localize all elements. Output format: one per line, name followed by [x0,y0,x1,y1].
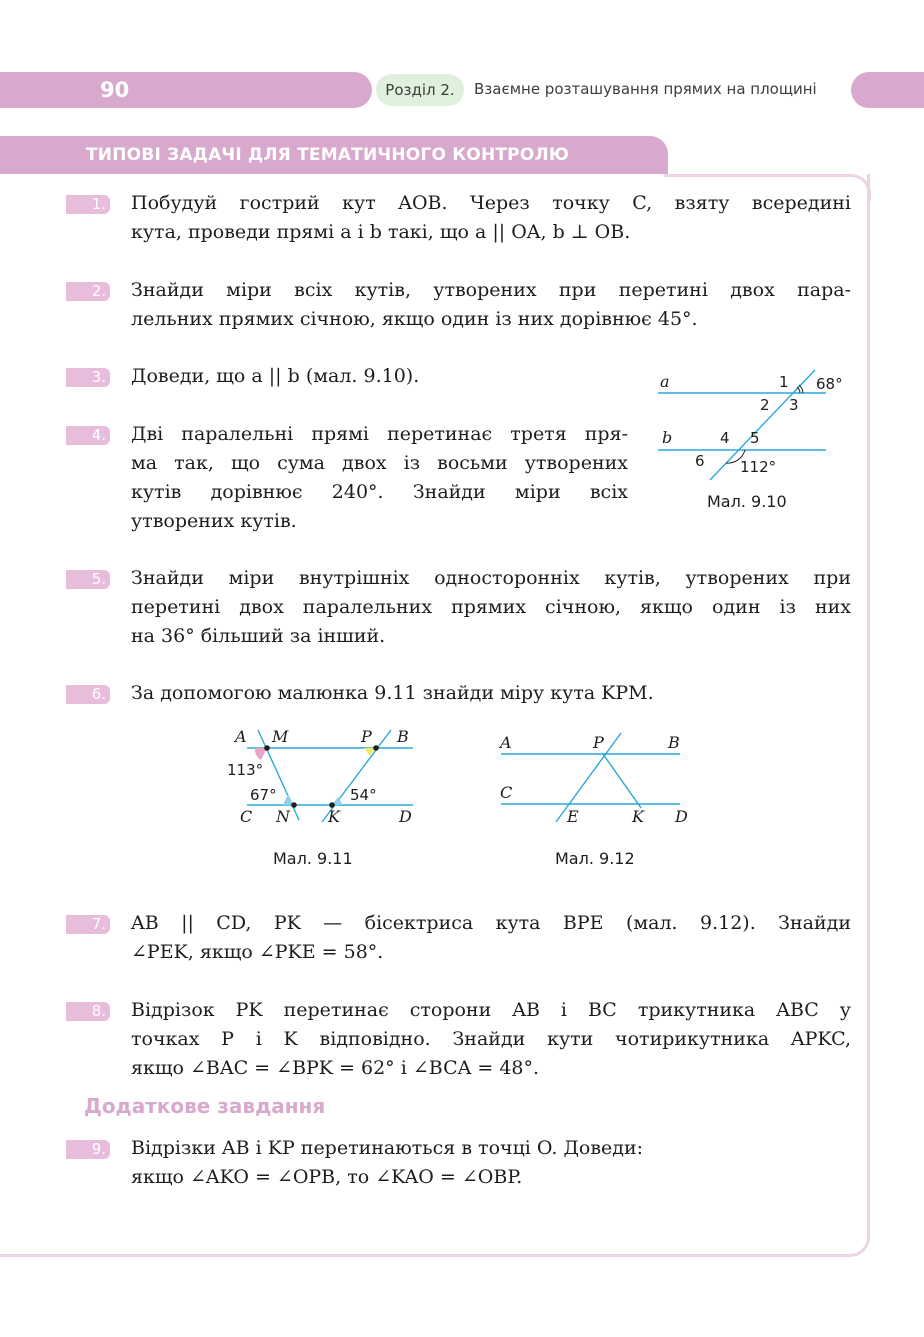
task-line: Побудуй гострий кут AOB. Через точку C, взяту всередині [131,192,851,214]
task-text [131,996,851,1083]
task-line: лельних прямих січною, якщо один із них дорівнює 45°. [131,308,698,330]
fig910-angle-3: 3 [789,396,799,414]
task-text [131,189,851,247]
section-title: ТИПОВІ ЗАДАЧІ ДЛЯ ТЕМАТИЧНОГО КОНТРОЛЮ [86,145,569,165]
task-text [131,420,628,536]
task-line: на 36° більший за інший. [131,625,386,647]
fig911-caption: Мал. 9.11 [273,849,353,868]
fig911-label-B: B [397,727,409,746]
task-number: 2. [66,282,110,301]
fig911-angle-113: 113° [227,761,264,779]
task-line: AB || CD, PK — бісектриса кута BPE (мал. 9.12). Знайди [131,912,851,934]
fig911-label-K: K [328,807,340,826]
task-text [131,679,851,708]
fig912-label-E: E [567,807,579,826]
task-text [131,1134,851,1192]
fig912-label-P: P [593,733,604,752]
fig910-angle-5: 5 [750,429,760,447]
fig910-angle-1: 1 [779,373,789,391]
header-left-band [0,72,372,108]
task-text [131,362,628,391]
figure-9-11 [225,722,425,872]
task-line: якщо ∠BAC = ∠BPK = 62° і ∠BCA = 48°. [131,1057,540,1079]
task-number: 9. [66,1140,110,1159]
fig910-caption: Мал. 9.10 [707,492,787,511]
task-line: Знайди міри внутрішніх односторонніх кутів, утворених при [131,567,851,589]
task-line: кута, проведи прямі a і b такі, що a || OA, b ⊥ OB. [131,221,631,243]
task-number: 5. [66,570,110,589]
figure-9-10 [650,368,843,518]
fig911-label-N: N [276,807,290,826]
task-line: Доведи, що a || b (мал. 9.10). [131,365,420,387]
task-text [131,909,851,967]
fig911-label-M: M [272,727,289,746]
fig911-label-C: C [240,807,253,826]
fig912-label-C: C [500,783,513,802]
task-line: Відрізки AB і KP перетинаються в точці O. Доведи: [131,1137,644,1159]
chapter-title: Взаємне розташування прямих на площині [474,80,817,98]
task-line: якщо ∠AKO = ∠OPB, то ∠KAO = ∠OBP. [131,1166,523,1188]
fig910-label-a: a [660,372,670,391]
task-number: 6. [66,685,110,704]
task-line: За допомогою малюнка 9.11 знайди міру кута KPM. [131,682,654,704]
fig910-angle-6: 6 [695,452,705,470]
task-number: 7. [66,915,110,934]
fig912-label-B: B [668,733,680,752]
fig911-label-A: A [235,727,247,746]
task-text [131,564,851,651]
task-line: кутів дорівнює 240°. Знайди міри всіх [131,481,628,503]
fig910-label-b: b [662,428,673,447]
task-number: 8. [66,1002,110,1021]
task-line: перетині двох паралельних прямих січною, якщо один із них [131,596,851,618]
fig912-label-A: A [500,733,512,752]
header-right-band [851,72,924,108]
task-text [131,276,851,334]
fig912-label-D: D [675,807,688,826]
fig911-angle-54: 54° [350,786,377,804]
task-line: утворених кутів. [131,510,297,532]
fig910-angle-4: 4 [720,429,730,447]
fig910-angle-68: 68° [816,375,843,393]
fig911-label-P: P [361,727,372,746]
extra-task-heading: Додаткове завдання [84,1094,326,1118]
page-number: 90 [100,78,130,102]
fig912-label-K: K [632,807,644,826]
task-number: 3. [66,368,110,387]
figure-9-12 [495,722,695,872]
fig910-angle-112: 112° [740,458,777,476]
fig911-angle-67: 67° [250,786,277,804]
task-line: точках P і K відповідно. Знайди кути чотирикутника APKC, [131,1028,851,1050]
fig911-label-D: D [399,807,412,826]
fig910-angle-2: 2 [760,396,770,414]
task-line: ма так, що сума двох із восьми утворених [131,452,628,474]
task-line: Відрізок PK перетинає сторони AB і BC трикутника ABC у [131,999,851,1021]
task-line: ∠PEK, якщо ∠PKE = 58°. [131,941,384,963]
task-number: 1. [66,195,110,214]
task-line: Знайди міри всіх кутів, утворених при перетині двох пара- [131,279,851,301]
task-line: Дві паралельні прямі перетинає третя пря- [131,423,628,445]
chapter-badge: Розділ 2. [376,74,464,106]
fig912-caption: Мал. 9.12 [555,849,635,868]
task-number: 4. [66,426,110,445]
